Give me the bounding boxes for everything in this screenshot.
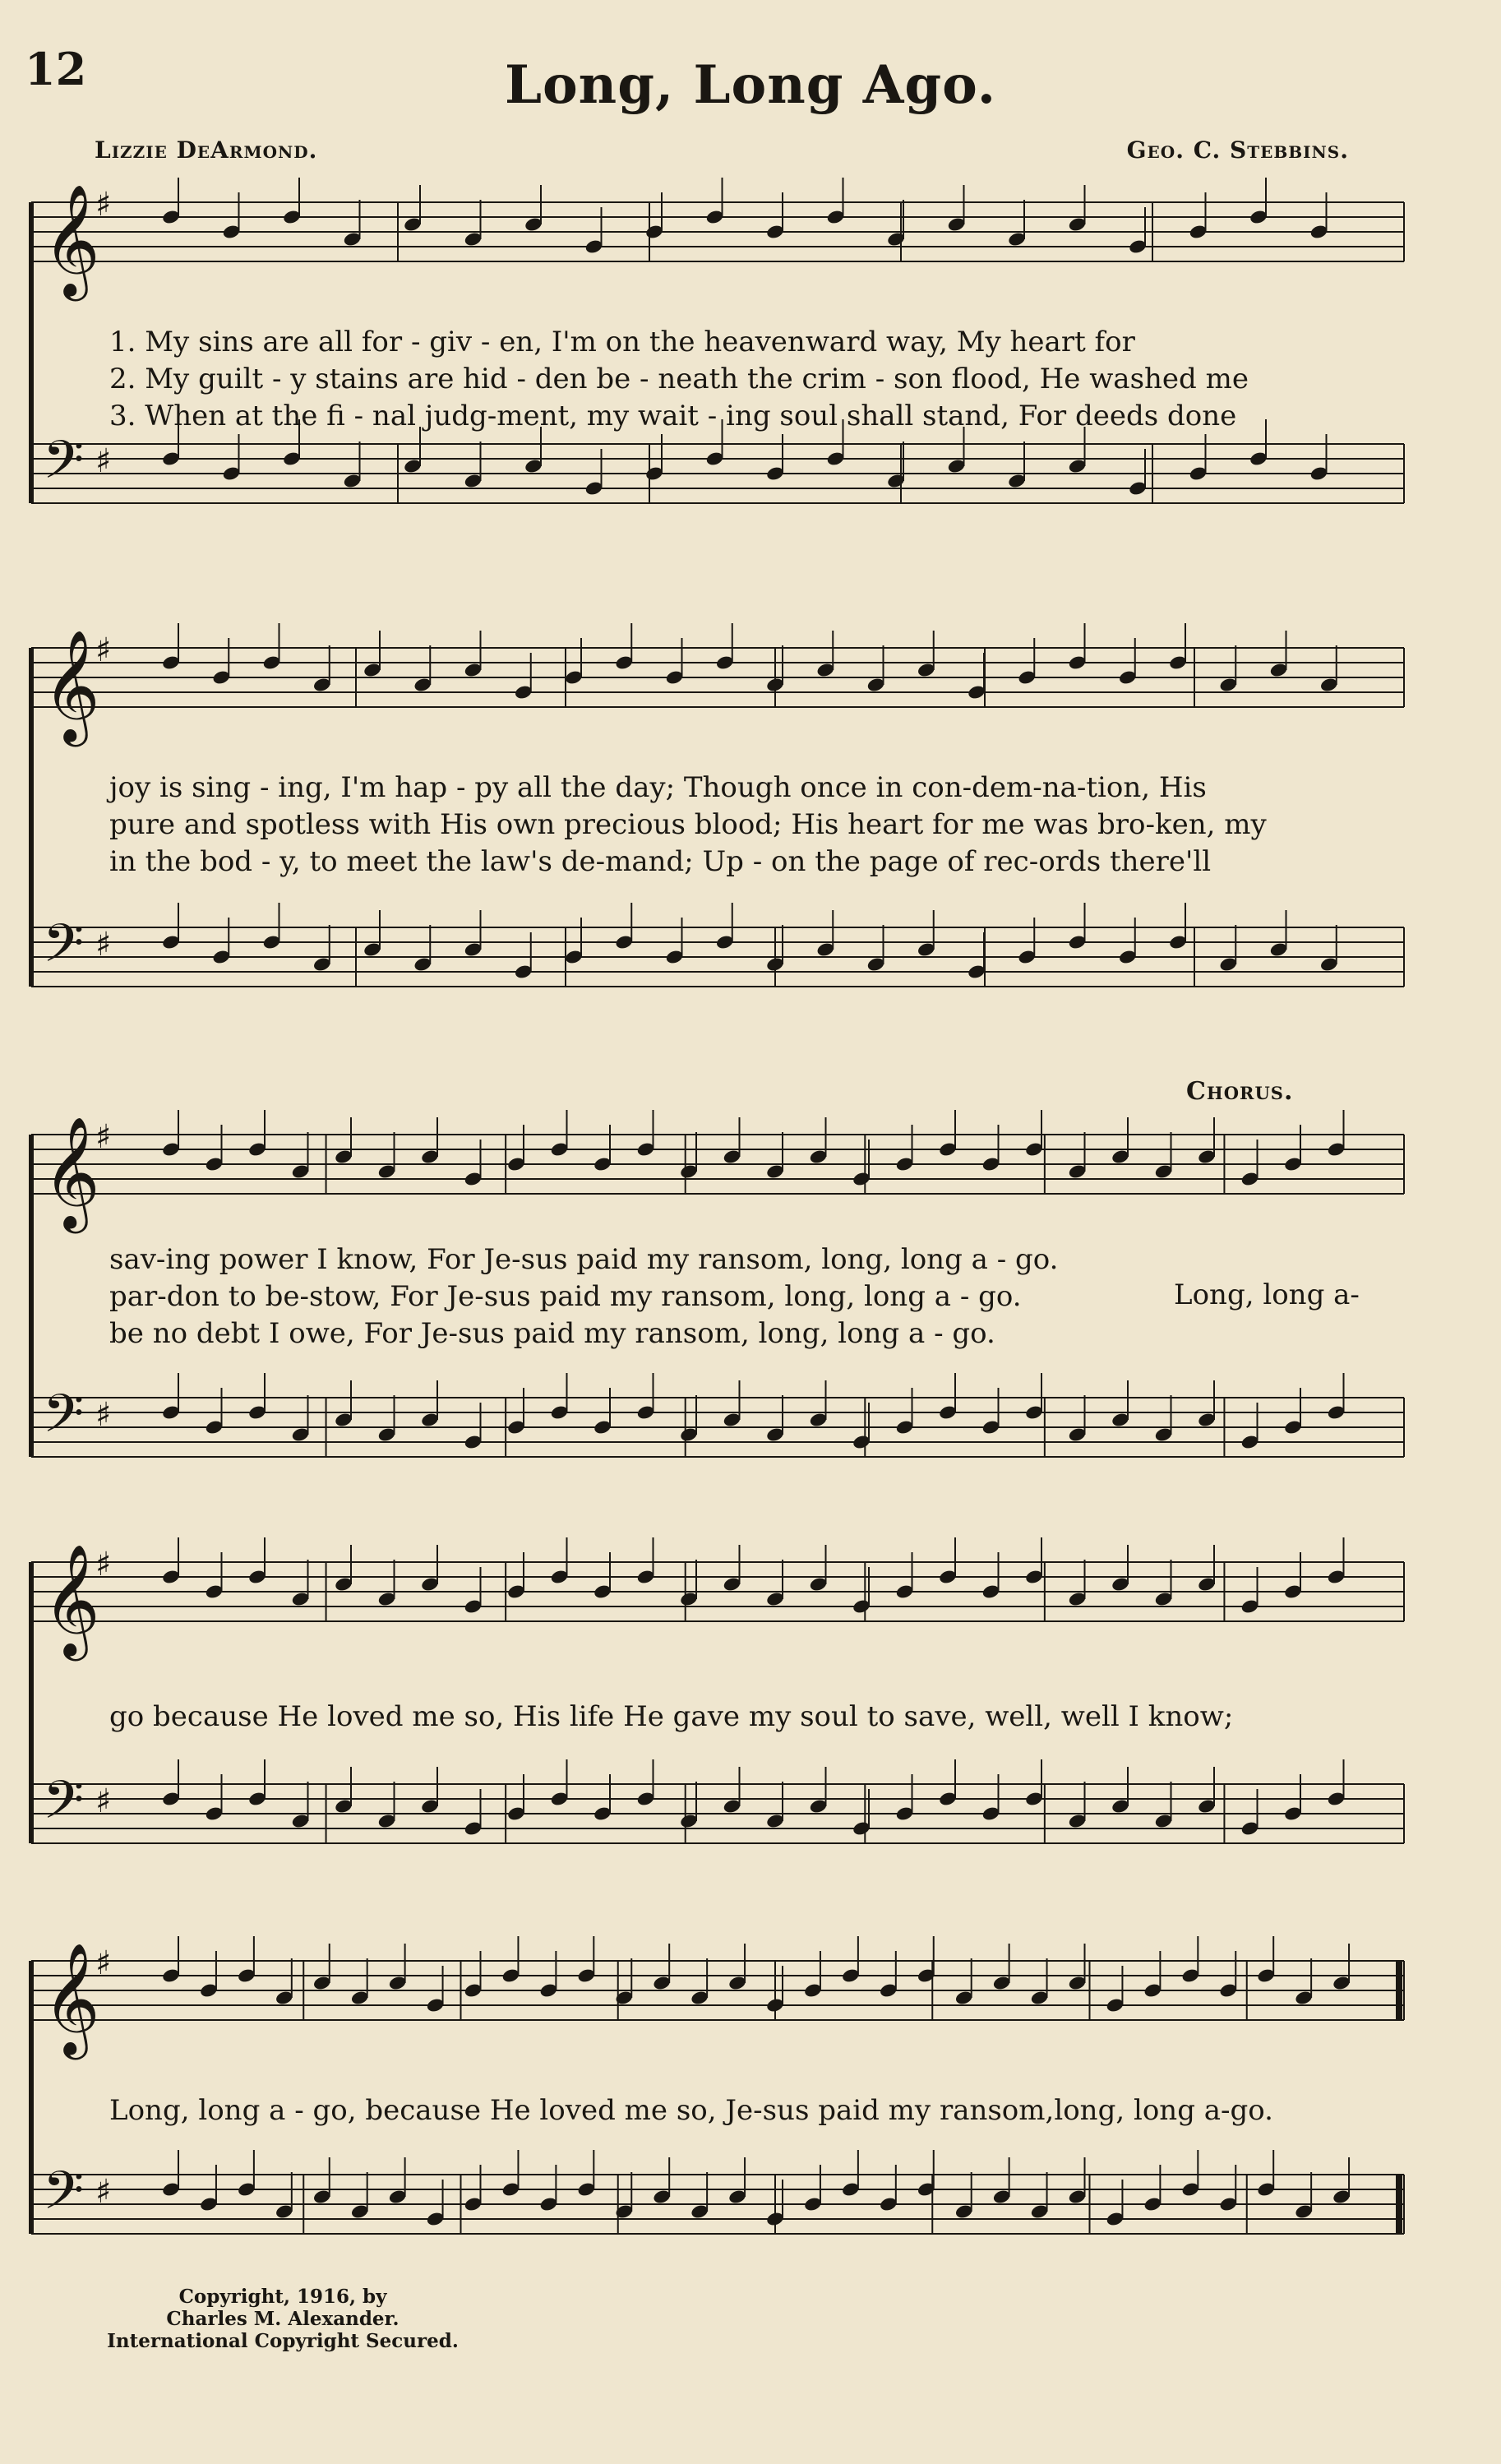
key-sharp-icon: ♯ (95, 442, 112, 481)
lyricist-credit: Lizzie DeArmond. (95, 136, 318, 164)
lyric-chorus: Long, long a - go, because He loved me so, Je-sus paid my ransom,long, long a-go. (109, 2094, 1273, 2127)
treble-clef-icon: 𝄞 (43, 1542, 100, 1656)
page-title: Long, Long Ago. (504, 54, 997, 116)
music-system-1 (23, 183, 1404, 566)
copyright-line: International Copyright Secured. (107, 2330, 459, 2352)
music-system-4 (23, 1542, 1404, 1891)
final-bar-line (1396, 2175, 1402, 2234)
page-number: 12 (25, 43, 87, 95)
key-sharp-icon: ♯ (95, 1118, 112, 1157)
chorus-lead-lyric: Long, long a- (1174, 1278, 1360, 1311)
bass-clef-icon: 𝄢 (43, 430, 85, 504)
key-sharp-icon: ♯ (95, 1782, 112, 1821)
lyrics-block-4 (109, 1699, 1404, 1736)
copyright-line: Copyright, 1916, by (178, 2286, 387, 2308)
chorus-label: Chorus. (1186, 1077, 1294, 1106)
music-system-2 (23, 628, 1404, 1018)
treble-clef-icon: 𝄞 (43, 1115, 100, 1228)
key-sharp-icon: ♯ (95, 2173, 112, 2212)
lyric-verse-2: 2. My guilt - y stains are hid - den be - neath the crim - son flood, He washed me (109, 363, 1249, 395)
lyrics-block-2 (109, 770, 1404, 881)
lyric-verse-1: 1. My sins are all for - giv - en, I'm on the heavenward way, My heart for (109, 326, 1135, 358)
music-system-3 (23, 1077, 1404, 1463)
key-sharp-icon: ♯ (95, 1944, 112, 1983)
treble-clef-icon: 𝄞 (43, 183, 100, 296)
key-sharp-icon: ♯ (95, 1546, 112, 1584)
lyric-verse-1: sav-ing power I know, For Je-sus paid my ransom, long, long a - go. (109, 1243, 1059, 1276)
key-sharp-icon: ♯ (95, 926, 112, 964)
composer-credit: Geo. C. Stebbins. (1126, 136, 1349, 164)
lyrics-block-5 (109, 2092, 1404, 2129)
copyright-line: Charles M. Alexander. (166, 2308, 399, 2330)
lyric-verse-3: be no debt I owe, For Je-sus paid my ransom, long, long a - go. (109, 1317, 995, 1350)
key-sharp-icon: ♯ (95, 631, 112, 670)
treble-clef-icon: 𝄞 (43, 1941, 100, 2055)
key-sharp-icon: ♯ (95, 186, 112, 224)
bass-clef-icon: 𝄢 (43, 1770, 85, 1844)
lyric-verse-2: par-don to be-stow, For Je-sus paid my ransom, long, long a - go. (109, 1280, 1022, 1313)
music-system-5 (23, 1936, 1404, 2281)
final-bar-line (1396, 1961, 1402, 2020)
key-sharp-icon: ♯ (95, 1396, 112, 1435)
lyric-verse-2: pure and spotless with His own precious blood; His heart for me was bro-ken, my (109, 808, 1267, 841)
lyric-verse-3: 3. When at the fi - nal judg-ment, my wait - ing soul shall stand, For deeds done (109, 400, 1237, 432)
bass-clef-icon: 𝄢 (43, 913, 85, 987)
bass-clef-icon: 𝄢 (43, 2161, 85, 2235)
lyric-verse-3: in the bod - y, to meet the law's de-mand; Up - on the page of rec-ords there'll (109, 845, 1212, 878)
lyrics-block-1 (109, 324, 1404, 435)
bass-clef-icon: 𝄢 (43, 1384, 85, 1458)
copyright-notice (85, 2286, 480, 2352)
treble-clef-icon: 𝄞 (43, 628, 100, 742)
lyric-chorus: go because He loved me so, His life He gave my soul to save, well, well I know; (109, 1700, 1234, 1733)
lyric-verse-1: joy is sing - ing, I'm hap - py all the day; Though once in con-dem-na-tion, His (109, 771, 1207, 804)
